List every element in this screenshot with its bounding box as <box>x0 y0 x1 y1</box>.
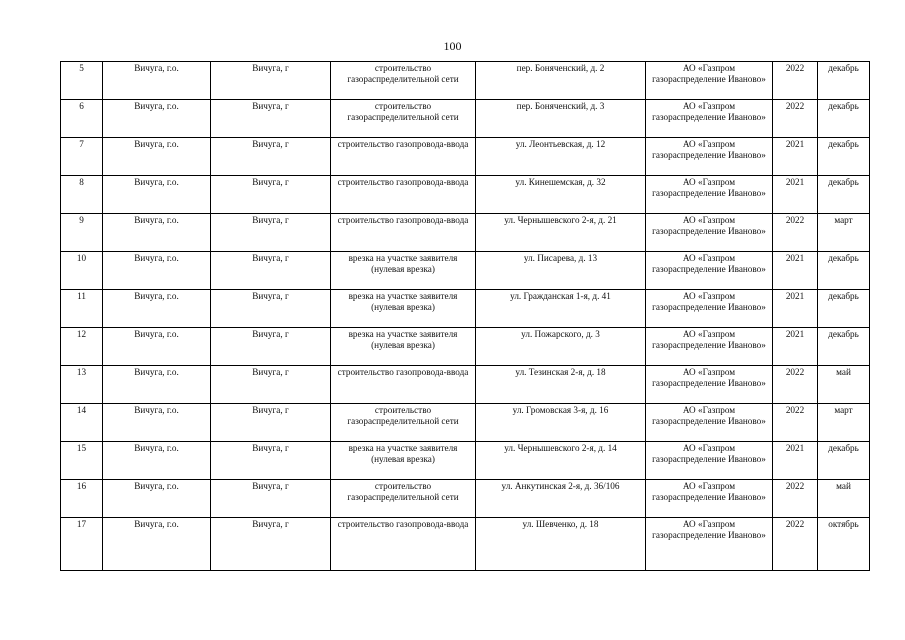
year-cell: 2022 <box>773 404 818 442</box>
year-cell: 2021 <box>773 176 818 214</box>
year-cell: 2022 <box>773 480 818 518</box>
month-cell: декабрь <box>818 442 870 480</box>
month-cell: декабрь <box>818 290 870 328</box>
address-cell: ул. Анкутинская 2-я, д. 36/106 <box>476 480 646 518</box>
table-row <box>61 290 870 328</box>
work-type-cell: строительство газопровода-ввода <box>331 518 476 571</box>
district-cell: Вичуга, г.о. <box>103 62 211 100</box>
year-cell: 2021 <box>773 328 818 366</box>
district-cell: Вичуга, г.о. <box>103 480 211 518</box>
work-type-cell: врезка на участке заявителя (нулевая врезка) <box>331 328 476 366</box>
settlement-cell: Вичуга, г <box>211 252 331 290</box>
year-cell: 2021 <box>773 290 818 328</box>
district-cell: Вичуга, г.о. <box>103 214 211 252</box>
organization-cell: АО «Газпром газораспределение Иваново» <box>646 442 773 480</box>
district-cell: Вичуга, г.о. <box>103 252 211 290</box>
work-type-cell: строительство газораспределительной сети <box>331 100 476 138</box>
row-number-cell: 9 <box>61 214 103 252</box>
address-cell: ул. Пожарского, д. 3 <box>476 328 646 366</box>
address-cell: ул. Чернышевского 2-я, д. 21 <box>476 214 646 252</box>
address-cell: пер. Боняченский, д. 2 <box>476 62 646 100</box>
table-body <box>61 62 870 571</box>
row-number-cell: 14 <box>61 404 103 442</box>
district-cell: Вичуга, г.о. <box>103 290 211 328</box>
table-row <box>61 176 870 214</box>
year-cell: 2021 <box>773 252 818 290</box>
year-cell: 2022 <box>773 62 818 100</box>
address-cell: ул. Чернышевского 2-я, д. 14 <box>476 442 646 480</box>
year-cell: 2021 <box>773 138 818 176</box>
row-number-cell: 13 <box>61 366 103 404</box>
month-cell: декабрь <box>818 328 870 366</box>
table-row <box>61 518 870 571</box>
work-type-cell: строительство газопровода-ввода <box>331 366 476 404</box>
table-row <box>61 62 870 100</box>
table-row <box>61 442 870 480</box>
address-cell: ул. Тезинская 2-я, д. 18 <box>476 366 646 404</box>
table-row <box>61 100 870 138</box>
organization-cell: АО «Газпром газораспределение Иваново» <box>646 366 773 404</box>
organization-cell: АО «Газпром газораспределение Иваново» <box>646 518 773 571</box>
row-number-cell: 8 <box>61 176 103 214</box>
district-cell: Вичуга, г.о. <box>103 138 211 176</box>
month-cell: март <box>818 404 870 442</box>
settlement-cell: Вичуга, г <box>211 328 331 366</box>
month-cell: май <box>818 366 870 404</box>
row-number-cell: 15 <box>61 442 103 480</box>
year-cell: 2022 <box>773 518 818 571</box>
organization-cell: АО «Газпром газораспределение Иваново» <box>646 252 773 290</box>
settlement-cell: Вичуга, г <box>211 290 331 328</box>
organization-cell: АО «Газпром газораспределение Иваново» <box>646 138 773 176</box>
work-type-cell: врезка на участке заявителя (нулевая врезка) <box>331 442 476 480</box>
month-cell: декабрь <box>818 62 870 100</box>
settlement-cell: Вичуга, г <box>211 100 331 138</box>
month-cell: май <box>818 480 870 518</box>
address-cell: ул. Писарева, д. 13 <box>476 252 646 290</box>
row-number-cell: 16 <box>61 480 103 518</box>
organization-cell: АО «Газпром газораспределение Иваново» <box>646 328 773 366</box>
month-cell: декабрь <box>818 252 870 290</box>
table-row <box>61 214 870 252</box>
row-number-cell: 7 <box>61 138 103 176</box>
district-cell: Вичуга, г.о. <box>103 100 211 138</box>
table-row <box>61 328 870 366</box>
organization-cell: АО «Газпром газораспределение Иваново» <box>646 176 773 214</box>
settlement-cell: Вичуга, г <box>211 214 331 252</box>
organization-cell: АО «Газпром газораспределение Иваново» <box>646 404 773 442</box>
organization-cell: АО «Газпром газораспределение Иваново» <box>646 214 773 252</box>
settlement-cell: Вичуга, г <box>211 138 331 176</box>
month-cell: декабрь <box>818 176 870 214</box>
settlement-cell: Вичуга, г <box>211 518 331 571</box>
year-cell: 2022 <box>773 214 818 252</box>
month-cell: март <box>818 214 870 252</box>
year-cell: 2022 <box>773 100 818 138</box>
gasification-table <box>60 61 870 571</box>
row-number-cell: 11 <box>61 290 103 328</box>
address-cell: ул. Громовская 3-я, д. 16 <box>476 404 646 442</box>
address-cell: ул. Леонтьевская, д. 12 <box>476 138 646 176</box>
organization-cell: АО «Газпром газораспределение Иваново» <box>646 62 773 100</box>
work-type-cell: строительство газораспределительной сети <box>331 62 476 100</box>
work-type-cell: врезка на участке заявителя (нулевая врезка) <box>331 252 476 290</box>
year-cell: 2021 <box>773 442 818 480</box>
district-cell: Вичуга, г.о. <box>103 328 211 366</box>
district-cell: Вичуга, г.о. <box>103 518 211 571</box>
address-cell: ул. Гражданская 1-я, д. 41 <box>476 290 646 328</box>
district-cell: Вичуга, г.о. <box>103 442 211 480</box>
row-number-cell: 5 <box>61 62 103 100</box>
work-type-cell: строительство газораспределительной сети <box>331 480 476 518</box>
district-cell: Вичуга, г.о. <box>103 366 211 404</box>
row-number-cell: 6 <box>61 100 103 138</box>
year-cell: 2022 <box>773 366 818 404</box>
row-number-cell: 12 <box>61 328 103 366</box>
settlement-cell: Вичуга, г <box>211 480 331 518</box>
table-row <box>61 480 870 518</box>
settlement-cell: Вичуга, г <box>211 404 331 442</box>
settlement-cell: Вичуга, г <box>211 176 331 214</box>
work-type-cell: строительство газопровода-ввода <box>331 176 476 214</box>
month-cell: октябрь <box>818 518 870 571</box>
address-cell: пер. Боняченский, д. 3 <box>476 100 646 138</box>
row-number-cell: 10 <box>61 252 103 290</box>
settlement-cell: Вичуга, г <box>211 366 331 404</box>
organization-cell: АО «Газпром газораспределение Иваново» <box>646 480 773 518</box>
address-cell: ул. Шевченко, д. 18 <box>476 518 646 571</box>
work-type-cell: строительство газопровода-ввода <box>331 214 476 252</box>
page-number: 100 <box>443 39 462 53</box>
organization-cell: АО «Газпром газораспределение Иваново» <box>646 290 773 328</box>
district-cell: Вичуга, г.о. <box>103 176 211 214</box>
month-cell: декабрь <box>818 138 870 176</box>
row-number-cell: 17 <box>61 518 103 571</box>
address-cell: ул. Кинешемская, д. 32 <box>476 176 646 214</box>
settlement-cell: Вичуга, г <box>211 62 331 100</box>
table-row <box>61 404 870 442</box>
work-type-cell: врезка на участке заявителя (нулевая врезка) <box>331 290 476 328</box>
district-cell: Вичуга, г.о. <box>103 404 211 442</box>
settlement-cell: Вичуга, г <box>211 442 331 480</box>
table-row <box>61 138 870 176</box>
table-row <box>61 366 870 404</box>
organization-cell: АО «Газпром газораспределение Иваново» <box>646 100 773 138</box>
month-cell: декабрь <box>818 100 870 138</box>
work-type-cell: строительство газопровода-ввода <box>331 138 476 176</box>
work-type-cell: строительство газораспределительной сети <box>331 404 476 442</box>
table-row <box>61 252 870 290</box>
